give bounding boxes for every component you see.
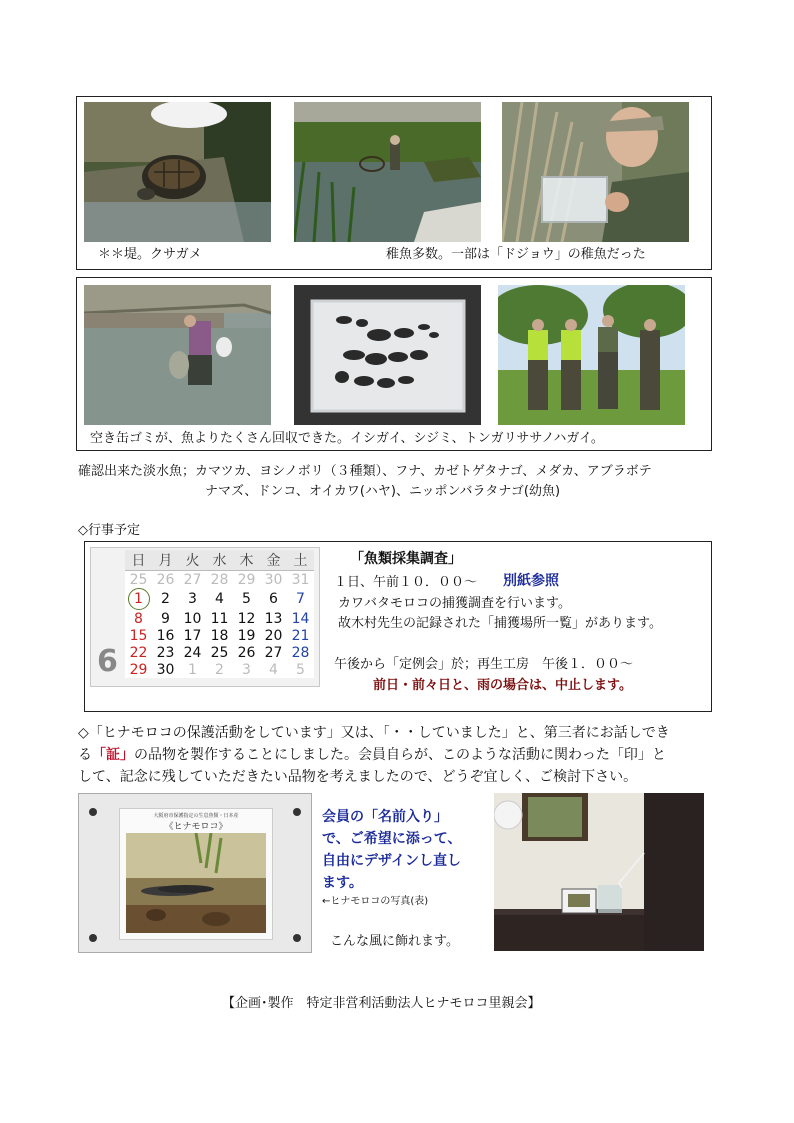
frame-inner-card <box>119 808 273 940</box>
calendar-grid <box>125 550 314 678</box>
man-with-container-photo <box>502 102 689 242</box>
name-note-4: ます。 <box>322 875 363 891</box>
calendar-day: 10 <box>183 610 202 627</box>
weekday-sun: 日 <box>125 550 152 571</box>
calendar-day: 19 <box>237 627 256 644</box>
frame-title: 《ヒナモロコ》 <box>164 822 228 832</box>
calendar-day: 4 <box>269 661 278 678</box>
weekday-thu: 木 <box>233 550 260 571</box>
weekday-sat: 土 <box>287 550 314 571</box>
product-paragraph-line2 <box>78 744 666 764</box>
caption-cans: 空き缶ゴミが、魚よりたくさん回収できた。イシガイ、シジミ、トンガリササノハガイ。 <box>90 431 604 446</box>
para-text: の品物を製作することにしました。会員自らが、このような活動に関わった「印」と <box>134 747 666 763</box>
group-photo <box>498 285 685 425</box>
calendar-day: 22 <box>129 644 148 661</box>
calendar-day: 21 <box>291 627 310 644</box>
footer-credit: 【企画･製作 特定非営利活動法人ヒナモロコ里親会】 <box>222 996 541 1011</box>
calendar-day: 3 <box>242 661 251 678</box>
calendar-day: 31 <box>291 571 310 588</box>
product-paragraph-line1: ◇「ヒナモロコの保護活動をしています」又は、「・・していました」と、第三者にお話しでき <box>78 725 670 741</box>
display-note: こんな風に飾れます。 <box>330 934 459 949</box>
para-text: る <box>78 747 92 763</box>
calendar-day-event <box>125 588 152 610</box>
name-note-1: 会員の「名前入り」 <box>322 809 448 825</box>
calendar-day: 29 <box>237 571 256 588</box>
calendar-day: 23 <box>156 644 175 661</box>
event-reference: 別紙参照 <box>503 573 559 589</box>
product-paragraph-line3: して、記念に残していただきたい品物を考えましたので、どうぞ宜しく、ご検討下さい。 <box>78 769 638 785</box>
frame-screw <box>293 934 301 942</box>
calendar-day: 24 <box>183 644 202 661</box>
calendar-day: 11 <box>210 610 229 627</box>
turtle-photo <box>84 102 271 242</box>
net-fishing-photo <box>294 102 481 242</box>
frame-screw <box>89 808 97 816</box>
calendar-day: 2 <box>215 661 224 678</box>
weekday-tue: 火 <box>179 550 206 571</box>
calendar-day: 26 <box>156 571 175 588</box>
calendar-day: 7 <box>296 591 305 607</box>
frame-screw <box>89 934 97 942</box>
shells-tray-photo <box>294 285 481 425</box>
calendar-day: 2 <box>161 591 170 607</box>
event-title: 「魚類採集調査」 <box>350 551 462 567</box>
calendar-day: 25 <box>129 571 148 588</box>
calendar-day: 20 <box>264 627 283 644</box>
caption-turtle: ＊＊堤。クサガメ <box>98 247 202 262</box>
weekday-mon: 月 <box>152 550 179 571</box>
photo-frame-product <box>78 793 312 953</box>
photo-arrow-note: ←ヒナモロコの写真(表) <box>322 896 429 907</box>
calendar-day: 6 <box>269 591 278 607</box>
frame-screw <box>293 808 301 816</box>
calendar-day: 8 <box>134 610 143 627</box>
calendar-day: 3 <box>188 591 197 607</box>
calendar-day: 25 <box>210 644 229 661</box>
calendar-day: 30 <box>156 661 175 678</box>
caption-fry: 稚魚多数。一部は「ドジョウ」の稚魚だった <box>386 247 646 262</box>
calendar-day: 27 <box>264 644 283 661</box>
name-note-2: で、ご希望に添って、 <box>322 831 462 847</box>
calendar <box>90 547 320 687</box>
event-day-circle: 1 <box>128 588 150 610</box>
calendar-day: 4 <box>215 591 224 607</box>
proof-emphasis: 「証」 <box>92 747 134 763</box>
frame-caption-small: 大阪府市保護指定の生息魚類・日本産 <box>153 813 239 819</box>
calendar-day: 30 <box>264 571 283 588</box>
weekday-wed: 水 <box>206 550 233 571</box>
wading-collector-photo <box>84 285 271 425</box>
weekday-fri: 金 <box>260 550 287 571</box>
calendar-day: 15 <box>129 627 148 644</box>
calendar-day: 5 <box>296 661 305 678</box>
calendar-day: 17 <box>183 627 202 644</box>
hinamoroko-photo <box>126 833 266 933</box>
calendar-day: 28 <box>291 644 310 661</box>
calendar-day: 13 <box>264 610 283 627</box>
calendar-day: 9 <box>161 610 170 627</box>
calendar-day: 26 <box>237 644 256 661</box>
event-description-2: 故木村先生の記録された「捕獲場所一覧」があります。 <box>338 616 662 631</box>
fish-list-line2: ナマズ、ドンコ、オイカワ(ハヤ)、ニッポンバラタナゴ(幼魚) <box>205 484 561 499</box>
event-date: １日、午前１０．００～ <box>334 575 478 590</box>
calendar-day: 27 <box>183 571 202 588</box>
calendar-month: 6 <box>97 644 118 679</box>
calendar-day: 5 <box>242 591 251 607</box>
name-note-3: 自由にデザインし直し <box>322 853 462 869</box>
calendar-day: 18 <box>210 627 229 644</box>
calendar-day: 16 <box>156 627 175 644</box>
calendar-day: 1 <box>188 661 197 678</box>
meeting-info: 午後から「定例会」於；再生工房 午後１．００～ <box>334 657 634 672</box>
rain-cancel-note: 前日・前々日と、雨の場合は、中止します。 <box>373 678 632 693</box>
fish-list-line1: 確認出来た淡水魚；カマツカ、ヨシノボリ（３種類）、フナ、カゼトゲタナゴ、メダカ、アブラボテ <box>78 464 652 479</box>
calendar-day: 14 <box>291 610 310 627</box>
room-display-photo <box>494 793 704 951</box>
event-description-1: カワバタモロコの捕獲調査を行います。 <box>338 596 571 611</box>
calendar-day: 28 <box>210 571 229 588</box>
calendar-day: 29 <box>129 661 148 678</box>
calendar-day: 12 <box>237 610 256 627</box>
schedule-heading: ◇行事予定 <box>78 523 140 538</box>
